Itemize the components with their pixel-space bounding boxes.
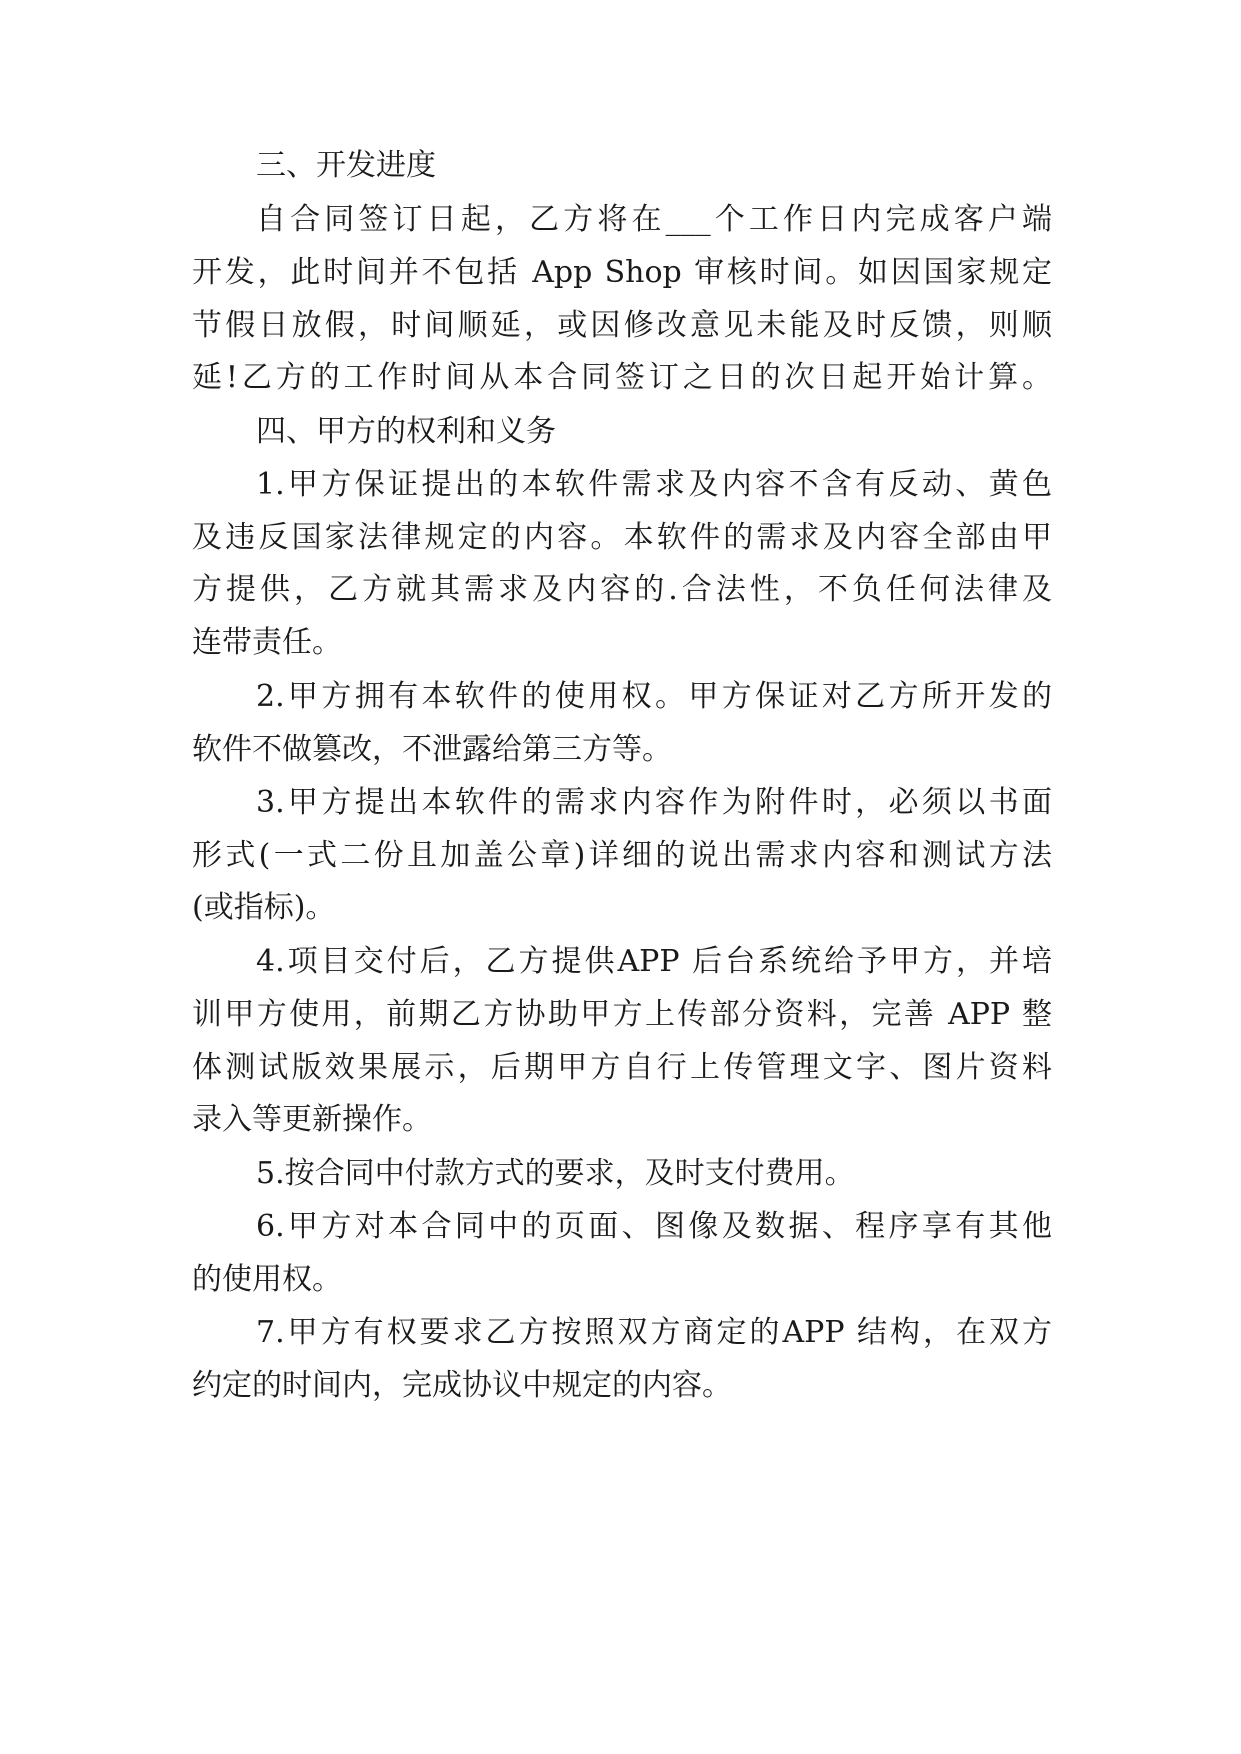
paragraph-line: (或指标)。 [192,890,336,925]
paragraph-line: 2.甲方拥有本软件的使用权。甲方保证对乙方所开发的 [256,679,1052,714]
section-heading-4: 四、甲方的权利和义务 [256,414,556,449]
paragraph-line: 方提供，乙方就其需求及内容的.合法性，不负任何法律及 [192,572,1052,607]
paragraph-line: 开发，此时间并不包括 App Shop 审核时间。如因国家规定 [192,255,1052,290]
paragraph-line: 连带责任。 [192,625,342,660]
paragraph-line: 5.按合同中付款方式的要求，及时支付费用。 [256,1156,855,1191]
paragraph-line: 的使用权。 [192,1262,342,1297]
paragraph-line: 7.甲方有权要求乙方按照双方商定的APP 结构，在双方 [256,1315,1052,1350]
paragraph-line: 形式(一式二份且加盖公章)详细的说出需求内容和测试方法 [192,838,1052,873]
section-heading-3: 三、开发进度 [256,148,436,183]
paragraph-line: 约定的时间内，完成协议中规定的内容。 [192,1368,732,1403]
paragraph-line: 体测试版效果展示，后期甲方自行上传管理文字、图片资料 [192,1050,1052,1085]
paragraph-line: 延!乙方的工作时间从本合同签订之日的次日起开始计算。 [192,360,1052,395]
paragraph-line: 录入等更新操作。 [192,1102,432,1137]
paragraph-line: 节假日放假，时间顺延，或因修改意见未能及时反馈，则顺 [192,308,1052,343]
paragraph-line: 1.甲方保证提出的本软件需求及内容不含有反动、黄色 [256,467,1052,502]
paragraph-line: 6.甲方对本合同中的页面、图像及数据、程序享有其他 [256,1209,1052,1244]
paragraph-line: 及违反国家法律规定的内容。本软件的需求及内容全部由甲 [192,520,1052,555]
paragraph-line: 软件不做篡改，不泄露给第三方等。 [192,732,672,767]
paragraph-line: 训甲方使用，前期乙方协助甲方上传部分资料，完善 APP 整 [192,997,1052,1032]
paragraph-line: 3.甲方提出本软件的需求内容作为附件时，必须以书面 [256,785,1052,820]
paragraph-line: 自合同签订日起，乙方将在___个工作日内完成客户端 [256,202,1052,237]
paragraph-line: 4.项目交付后，乙方提供APP 后台系统给予甲方，并培 [256,944,1052,979]
